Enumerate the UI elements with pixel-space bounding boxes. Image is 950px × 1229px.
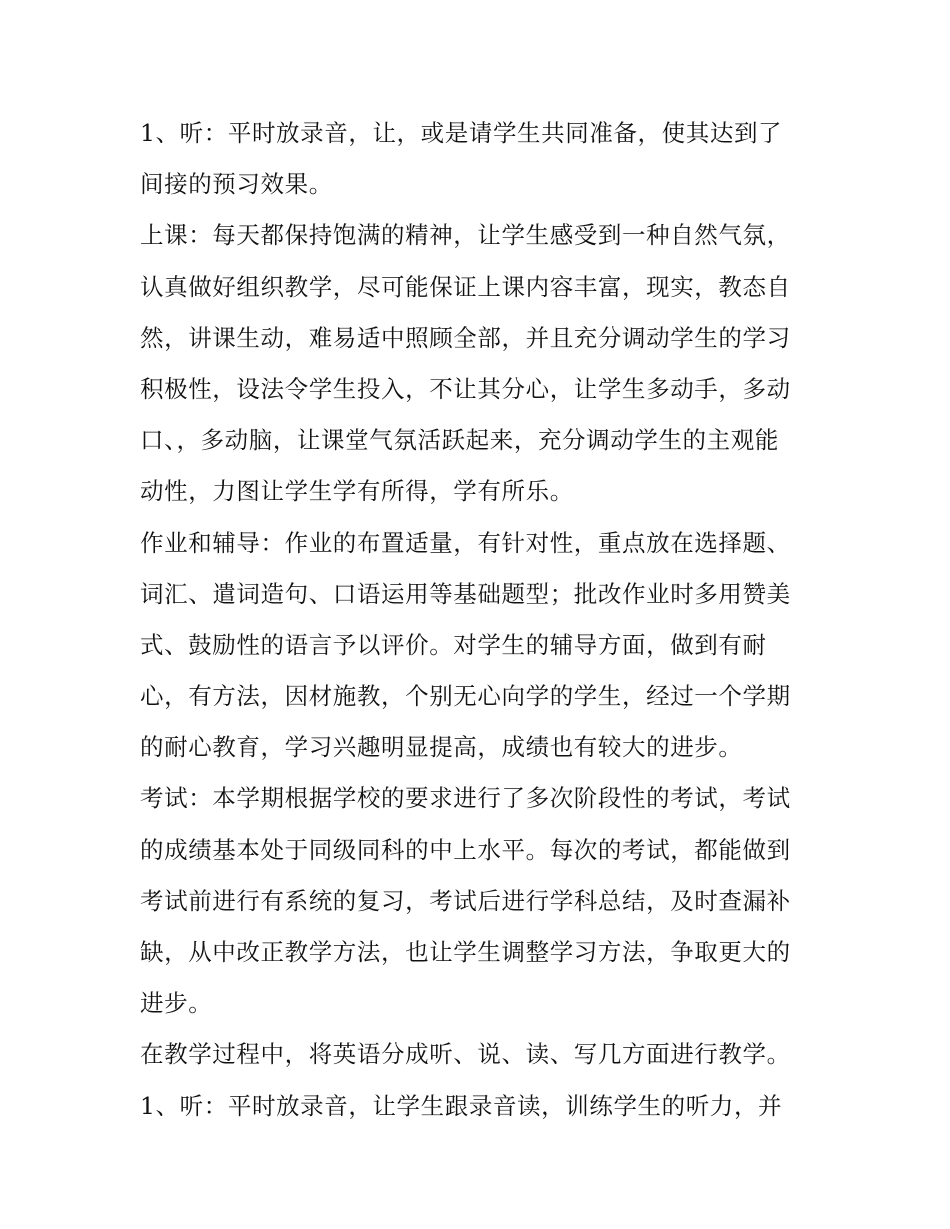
text-line: 在教学过程中，将英语分成听、说、读、写几方面进行教学。	[140, 1040, 791, 1069]
text-line: 心，有方法，因材施教，个别无心向学的学生，经过一个学期	[140, 682, 791, 711]
text-line: 1、听：平时放录音，让学生跟录音读，训练学生的听力，并	[140, 1091, 783, 1120]
text-line: 考试前进行有系统的复习，考试后进行学科总结，及时查漏补	[140, 886, 791, 915]
text-line: 口、，多动脑，让课堂气氛活跃起来，充分调动学生的主观能	[140, 426, 779, 455]
document-body	[140, 108, 820, 1132]
text-line: 的耐心教育，学习兴趣明显提高，成绩也有较大的进步。	[140, 733, 743, 762]
text-line: 间接的预习效果。	[140, 170, 333, 199]
text-line: 的成绩基本处于同级同科的中上水平。每次的考试，都能做到	[140, 835, 791, 864]
text-line: 考试：本学期根据学校的要求进行了多次阶段性的考试，考试	[140, 784, 791, 813]
text-line: 上课：每天都保持饱满的精神，让学生感受到一种自然气氛，	[140, 221, 791, 250]
text-line: 1、听：平时放录音，让，或是请学生共同准备，使其达到了	[140, 119, 783, 147]
text-line: 式、鼓励性的语言予以评价。对学生的辅导方面，做到有耐	[140, 630, 767, 659]
text-line: 积极性，设法令学生投入，不让其分心，让学生多动手，多动	[140, 374, 791, 403]
text-line: 作业和辅导：作业的布置适量，有针对性，重点放在选择题、	[140, 528, 791, 557]
text-line: 缺，从中改正教学方法，也让学生调整学习方法，争取更大的	[140, 938, 791, 966]
text-line: 词汇、遣词造句、口语运用等基础题型；批改作业时多用赞美	[140, 579, 791, 608]
text-line: 动性，力图让学生学有所得，学有所乐。	[140, 477, 574, 506]
text-line: 认真做好组织教学，尽可能保证上课内容丰富，现实，教态自	[140, 272, 791, 301]
text-line: 进步。	[140, 989, 213, 1018]
text-line: 然，讲课生动，难易适中照顾全部，并且充分调动学生的学习	[140, 323, 791, 352]
